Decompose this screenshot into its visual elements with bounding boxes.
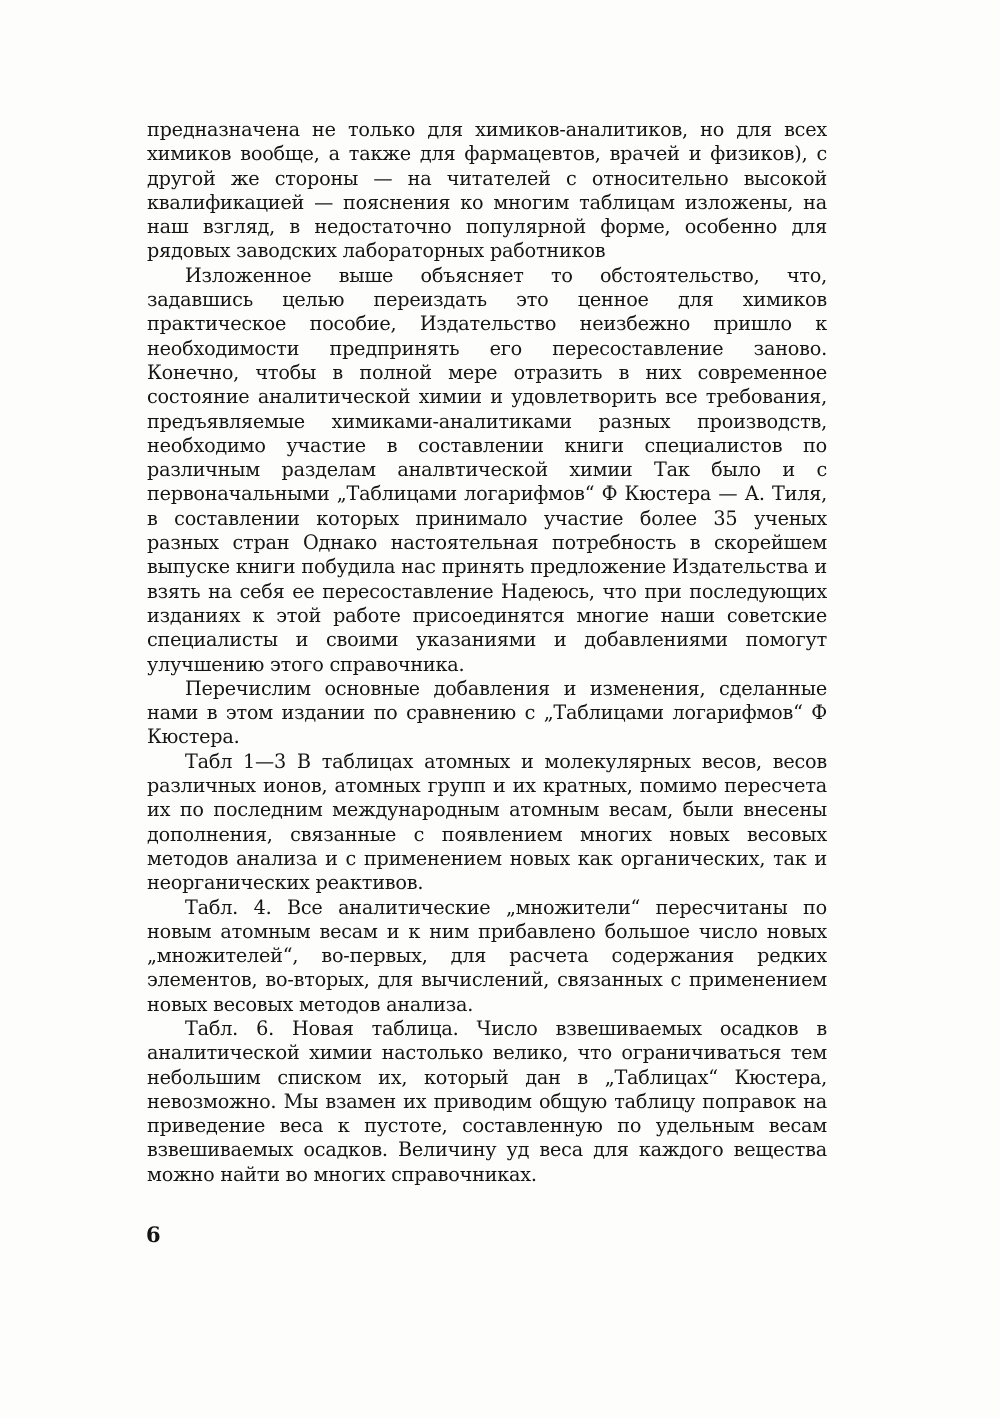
paragraph-table-4: Табл. 4. Все аналитические „множители“ пересчитаны по новым атомным весам и к ним прибавлено большое число новых „множителей“, во-первых, для расчета содержания редких элементов, во-вторых, для вычислений, связанных с применением новых весовых методов анализа. — [147, 895, 827, 1016]
paragraph-table-6: Табл. 6. Новая таблица. Число взвешиваемых осадков в аналитической химии настолько велико, что ограничиваться тем небольшим списком их, который дан в „Таблицах“ Кюстера, невозможно. Мы взамен их приводим общую таблицу поправок на приведение веса к пустоте, составленную по удельным весам взвешиваемых осадков. Величину уд веса для каждого вещества можно найти во многих справочниках. — [147, 1016, 827, 1186]
page-number: 6 — [146, 1222, 161, 1247]
paragraph-tables-1-3: Табл 1—3 В таблицах атомных и молекулярных весов, весов различных ионов, атомных групп и их кратных, помимо пересчета их по последним международным атомным весам, были внесены дополнения, связанные с появлением многих новых весовых методов анализа и с применением новых как органических, так и неорганических реактивов. — [147, 749, 827, 895]
body-text — [147, 118, 827, 1187]
paragraph-publisher-reprint: Изложенное выше объясняет то обстоятельство, что, задавшись целью переиздать это ценное для химиков практическое пособие, Издательство неизбежно пришло к необходимости предпринять его пересоставление заново. Конечно, чтобы в полной мере отразить в них современное состояние аналитической химии и удовлетворить все требования, предъявляемые химиками-аналитиками разных производств, необходимо участие в составлении книги специалистов по различным разделам аналвтической химии Так было и с первоначальными „Таблицами логарифмов“ Ф Кюстера — А. Тиля, в составлении которых принимало участие более 35 ученых разных стран Однако настоятельная потребность в скорейшем выпуске книги побудила нас принять предложение Издательства и взять на себя ее пересоставление Надеюсь, что при последующих изданиях к этой работе присоединятся многие наши советские специалисты и своими указаниями и добавлениями помогут улучшению этого справочника. — [147, 263, 827, 676]
paragraph-changes-intro: Перечислим основные добавления и изменения, сделанные нами в этом издании по сравнению с „Таблицами логарифмов“ Ф Кюстера. — [147, 676, 827, 749]
paragraph-continuation: предназначена не только для химиков-аналитиков, но для всех химиков вообще, а также для фармацевтов, врачей и физиков), с другой же стороны — на читателей с относительно высокой квалификацией — пояснения ко многим таблицам изложены, на наш взгляд, в недостаточно популярной форме, особенно для рядовых заводских лабораторных работников — [147, 118, 827, 263]
